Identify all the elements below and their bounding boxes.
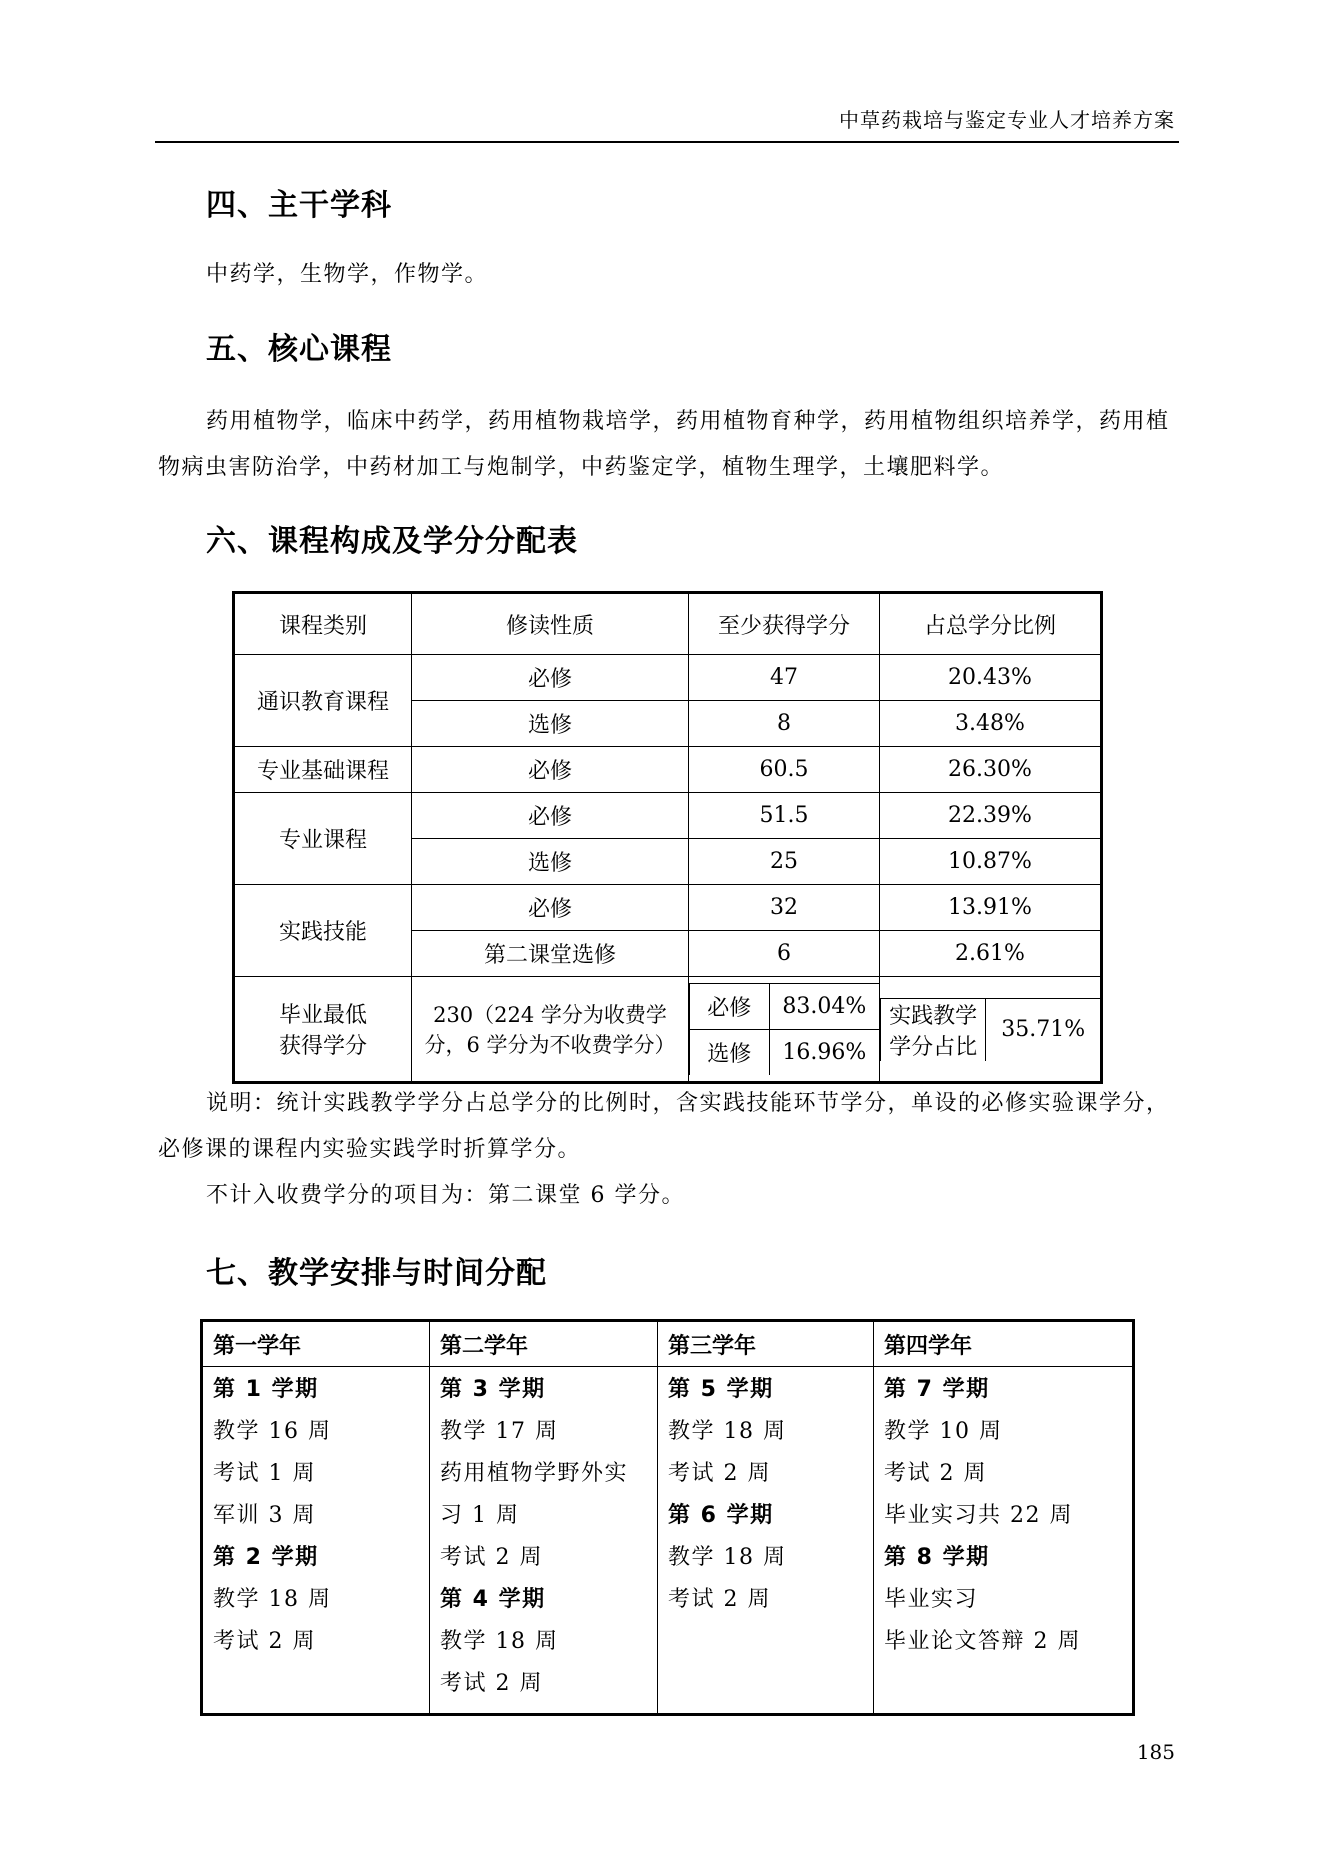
schedule-line: 考试 2 周 [884, 1461, 987, 1486]
schedule-line: 教学 17 周 [440, 1419, 559, 1444]
schedule-header-row [202, 1321, 1134, 1367]
semester-title: 第 4 学期 [440, 1587, 546, 1612]
schedule-line: 教学 18 周 [668, 1419, 787, 1444]
summary-label-line2: 获得学分 [278, 1034, 367, 1059]
schedule-line: 教学 18 周 [668, 1545, 787, 1570]
ratio-cell: 3.48% [880, 701, 1102, 747]
section5-line1: 药用植物学，临床中药学，药用植物栽培学，药用植物育种学，药用植物组织培养学，药用植 [206, 409, 1170, 434]
schedule-line: 考试 2 周 [440, 1545, 543, 1570]
schedule-line: 毕业实习 [884, 1587, 979, 1612]
schedule-table [200, 1319, 1135, 1716]
semester-title: 第 3 学期 [440, 1377, 546, 1402]
schedule-line: 毕业论文答辩 2 周 [884, 1629, 1081, 1654]
credits-cell: 8 [689, 701, 880, 747]
table-row [234, 793, 1102, 839]
col-header-ratio: 占总学分比例 [880, 593, 1102, 655]
practice-ratio: 35.71% [986, 998, 1100, 1061]
year-cell [430, 1367, 658, 1715]
ratio-cell: 13.91% [880, 885, 1102, 931]
note-line3: 不计入收费学分的项目为：第二课堂 6 学分。 [206, 1183, 685, 1208]
section5-heading: 五、核心课程 [206, 332, 392, 367]
year-cell [202, 1367, 430, 1715]
summary-split-cell [689, 977, 880, 1083]
year-header: 第三学年 [658, 1321, 874, 1367]
table-row [234, 885, 1102, 931]
schedule-line: 教学 10 周 [884, 1419, 1003, 1444]
nature-cell: 必修 [412, 747, 689, 793]
ratio-cell: 20.43% [880, 655, 1102, 701]
semester-title: 第 2 学期 [213, 1545, 319, 1570]
nature-cell: 必修 [412, 793, 689, 839]
category-cell: 专业基础课程 [234, 747, 412, 793]
summary-label-line1: 毕业最低 [278, 1003, 367, 1028]
practice-label-line2: 学分占比 [889, 1034, 978, 1060]
semester-title: 第 6 学期 [668, 1503, 774, 1528]
required-ratio: 83.04% [769, 983, 879, 1029]
nature-cell: 必修 [412, 655, 689, 701]
summary-total-line2: 分，6 学分为不收费学分） [424, 1033, 676, 1057]
schedule-body-row [202, 1367, 1134, 1715]
schedule-line: 药用植物学野外实 [440, 1461, 629, 1486]
note-line1: 说明：统计实践教学学分占总学分的比例时，含实践技能环节学分，单设的必修实验课学分， [206, 1091, 1170, 1116]
section4-heading: 四、主干学科 [206, 188, 392, 223]
header-rule [155, 141, 1179, 143]
schedule-line: 考试 2 周 [440, 1671, 543, 1696]
col-header-category: 课程类别 [234, 593, 412, 655]
ratio-cell: 26.30% [880, 747, 1102, 793]
elective-label: 选修 [690, 1029, 770, 1075]
credits-cell: 25 [689, 839, 880, 885]
summary-split-table [689, 983, 879, 1076]
table-row [234, 655, 1102, 701]
section4-text: 中药学，生物学，作物学。 [206, 262, 489, 287]
practice-cell [880, 977, 1102, 1083]
running-header: 中草药栽培与鉴定专业人才培养方案 [839, 108, 1175, 132]
ratio-cell: 2.61% [880, 931, 1102, 977]
category-cell: 通识教育课程 [234, 655, 412, 747]
schedule-line: 考试 2 周 [668, 1587, 771, 1612]
year-header: 第二学年 [430, 1321, 658, 1367]
credits-cell: 6 [689, 931, 880, 977]
section5-line2: 物病虫害防治学，中药材加工与炮制学，中药鉴定学，植物生理学，土壤肥料学。 [158, 455, 1005, 480]
year-cell [874, 1367, 1134, 1715]
summary-label-cell [234, 977, 412, 1083]
table-row [234, 747, 1102, 793]
schedule-line: 考试 2 周 [668, 1461, 771, 1486]
schedule-line: 考试 2 周 [213, 1629, 316, 1654]
credit-table [232, 591, 1103, 1084]
section6-heading: 六、课程构成及学分分配表 [206, 524, 578, 559]
semester-title: 第 1 学期 [213, 1377, 319, 1402]
nature-cell: 第二课堂选修 [412, 931, 689, 977]
required-label: 必修 [690, 983, 770, 1029]
page-number: 185 [1136, 1740, 1175, 1764]
practice-label-line1: 实践教学 [889, 1003, 978, 1029]
elective-ratio: 16.96% [769, 1029, 879, 1075]
schedule-line: 教学 18 周 [213, 1587, 332, 1612]
semester-title: 第 8 学期 [884, 1545, 990, 1570]
summary-row [234, 977, 1102, 1083]
schedule-line: 考试 1 周 [213, 1461, 316, 1486]
year-header: 第四学年 [874, 1321, 1134, 1367]
practice-label [881, 998, 986, 1061]
ratio-cell: 22.39% [880, 793, 1102, 839]
credit-table-header-row [234, 593, 1102, 655]
schedule-line: 军训 3 周 [213, 1503, 316, 1528]
nature-cell: 必修 [412, 885, 689, 931]
note-line2: 必修课的课程内实验实践学时折算学分。 [158, 1137, 582, 1162]
semester-title: 第 7 学期 [884, 1377, 990, 1402]
schedule-line: 教学 16 周 [213, 1419, 332, 1444]
summary-total-cell [412, 977, 689, 1083]
section7-heading: 七、教学安排与时间分配 [206, 1256, 547, 1291]
credits-cell: 32 [689, 885, 880, 931]
category-cell: 实践技能 [234, 885, 412, 977]
schedule-line: 习 1 周 [440, 1503, 520, 1528]
schedule-line: 教学 18 周 [440, 1629, 559, 1654]
nature-cell: 选修 [412, 701, 689, 747]
practice-split-table [880, 998, 1100, 1061]
col-header-nature: 修读性质 [412, 593, 689, 655]
schedule-line: 毕业实习共 22 周 [884, 1503, 1073, 1528]
col-header-credits: 至少获得学分 [689, 593, 880, 655]
credits-cell: 60.5 [689, 747, 880, 793]
credits-cell: 51.5 [689, 793, 880, 839]
nature-cell: 选修 [412, 839, 689, 885]
summary-total-line1: 230（224 学分为收费学 [433, 1003, 667, 1027]
year-header: 第一学年 [202, 1321, 430, 1367]
credits-cell: 47 [689, 655, 880, 701]
semester-title: 第 5 学期 [668, 1377, 774, 1402]
ratio-cell: 10.87% [880, 839, 1102, 885]
category-cell: 专业课程 [234, 793, 412, 885]
year-cell [658, 1367, 874, 1715]
